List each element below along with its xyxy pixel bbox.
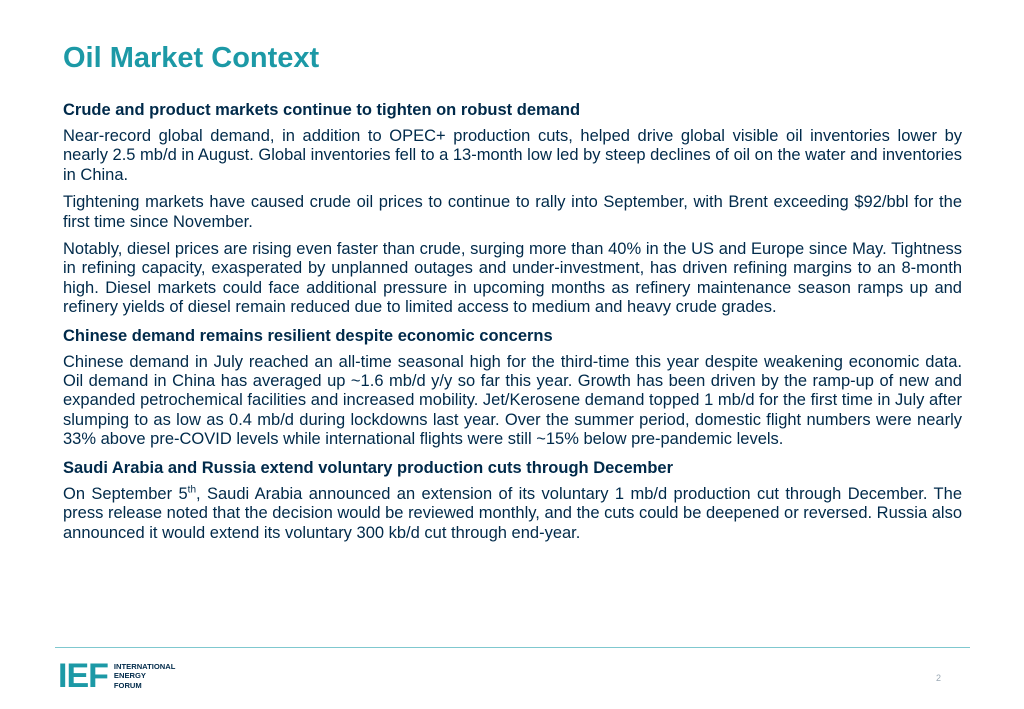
paragraph-production-cuts-rest: , Saudi Arabia announced an extension of its voluntary 1 mb/d production cut through December. The press release noted that the decision would be reviewed monthly, and the cuts could be deepened or reversed. Russia also announced it would extend its voluntary 300 kb/d cut through end-year. [63,484,962,542]
section-heading-production-cuts: Saudi Arabia and Russia extend voluntary production cuts through December [63,458,673,477]
slide-content [63,100,962,551]
paragraph-prices: Tightening markets have caused crude oil prices to continue to rally into September, with Brent exceeding $92/bbl for the first time since November. [63,193,962,231]
logo-wordmark [114,662,175,691]
paragraph-inventories: Near-record global demand, in addition to OPEC+ production cuts, helped drive global visible oil inventories lower by nearly 2.5 mb/d in August. Global inventories fell to a 13-month low led by steep declines of oil on the water and inventories in China. [63,127,962,184]
slide-title: Oil Market Context [63,42,320,74]
paragraph-diesel: Notably, diesel prices are rising even faster than crude, surging more than 40% in the US and Europe since May. Tightness in refining capacity, exasperated by unplanned outages and under-investment, has driven refining margins to an 8-month high. Diesel markets could face additional pressure in upcoming months as refinery maintenance season ramps up and refinery yields of diesel remain reduced due to limited access to medium and heavy crude grades. [63,240,962,317]
footer-divider [55,647,970,648]
logo-mark: IEF [58,657,108,695]
ordinal-suffix: th [187,484,197,496]
paragraph-production-cuts [63,485,962,543]
ief-logo [58,659,175,693]
logo-line-3: FORUM [113,680,142,690]
logo-line-2: ENERGY [113,671,146,681]
page-number: 2 [936,673,942,683]
paragraph-production-cuts-start: On September 5 [63,484,188,503]
section-heading-crude-markets: Crude and product markets continue to tighten on robust demand [63,101,581,119]
paragraph-china: Chinese demand in July reached an all-time seasonal high for the third-time this year despite weakening economic data. Oil demand in China has averaged up ~1.6 mb/d y/y so far this year. Growth has been driven by the ramp-up of new and expanded petrochemical facilities and increased mobility. Jet/Kerosene demand topped 1 mb/d for the first time in July after slumping to as low as 0.4 mb/d during lockdowns last year. Over the summer period, domestic flight numbers were nearly 33% above pre-COVID levels while international flights were still ~15% below pre-pandemic levels. [63,352,962,449]
section-heading-chinese-demand: Chinese demand remains resilient despite economic concerns [63,326,553,345]
logo-line-1: INTERNATIONAL [113,661,176,671]
